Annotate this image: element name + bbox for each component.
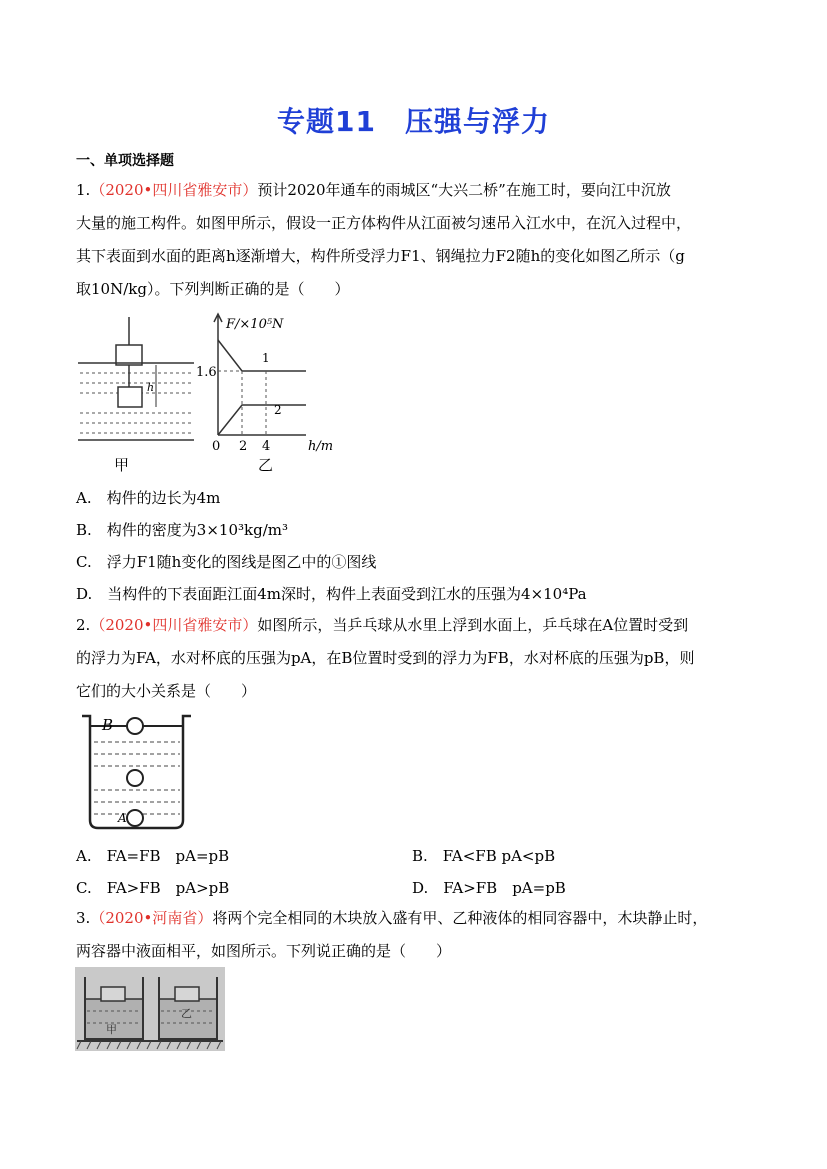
q2-figure-cup [80,712,195,832]
q1-source: （2020•四川省雅安市） [90,181,258,199]
q1-figure-jia [76,315,196,475]
q1-fig-yi-c1: 1 [262,351,270,365]
svg-text:h: h [147,381,155,394]
q1-option-d[interactable]: D. 当构件的下表面距江面4m深时，构件上表面受到江水的压强为4×10⁴Pa [76,585,587,603]
q2-ball-b [127,718,143,734]
q1-fig-yi-yaxis: F/×10⁵N [226,317,284,332]
q1-line1 [76,180,671,200]
q1-fig-yi-y1: 1.6 [196,365,217,380]
q3-line1 [76,908,707,928]
q2-option-c[interactable]: C. FA>FB pA>pB [76,879,230,897]
q2-option-b[interactable]: B. FA<FB pA<pB [412,847,556,865]
q1-curve-2 [218,405,306,435]
q3-figure-containers [75,967,225,1051]
q1-fig-yi-label: 乙 [258,456,274,474]
q2-option-a[interactable]: A. FA=FB pA=pB [76,847,230,865]
q1-option-b[interactable]: B. 构件的密度为3×10³kg/m³ [76,521,288,539]
q2-text-1: 如图所示，当乒乓球从水里上浮到水面上，乒乓球在A位置时受到 [257,616,689,634]
q3-label-yi: 乙 [181,1007,192,1020]
q1-line4: 取10N/kg）。下列判断正确的是（ ） [76,280,350,298]
q2-label-a: A [118,811,127,825]
q3-label-jia: 甲 [106,1023,117,1036]
q1-fig-yi-x2: 2 [239,439,248,454]
q1-option-c[interactable]: C. 浮力F1随h变化的图线是图乙中的①图线 [76,553,377,571]
q1-text-1: 预计2020年通车的雨城区“大兴二桥”在施工时，要向江中沉放 [257,181,671,199]
q1-fig-yi-c2: 2 [274,403,282,417]
q3-text-1: 将两个完全相同的木块放入盛有甲、乙种液体的相同容器中，木块静止时， [212,909,708,927]
q2-line1 [76,615,688,635]
q3-number: 3. [76,909,91,927]
q3-line2: 两容器中液面相平，如图所示。下列说正确的是（ ） [76,942,452,960]
q2-number: 2. [76,616,91,634]
page-title: 专题11 压强与浮力 [277,105,550,138]
q3-source: （2020•河南省） [90,909,213,927]
q1-fig-yi-xaxis: h/m [308,439,334,454]
q2-option-d[interactable]: D. FA>FB pA=pB [412,879,566,897]
q2-ball-mid [127,770,143,786]
q1-figure-yi [196,310,356,475]
q2-line3: 它们的大小关系是（ ） [76,682,257,700]
q1-number: 1. [76,181,91,199]
q2-label-b: B [102,716,114,734]
q2-source: （2020•四川省雅安市） [90,616,258,634]
q1-option-a[interactable]: A. 构件的边长为4m [76,489,221,507]
section-heading: 一、单项选择题 [76,153,174,169]
q2-ball-a [127,810,143,826]
q2-line2: 的浮力为FA，水对杯底的压强为pA，在B位置时受到的浮力为FB，水对杯底的压强为pB，则 [76,649,695,667]
q1-line3: 其下表面到水面的距离h逐渐增大，构件所受浮力F1、钢绳拉力F2随h的变化如图乙所示（g [76,247,685,265]
q1-fig-yi-x0: 0 [212,439,221,454]
q1-line2: 大量的施工构件。如图甲所示，假设一正方体构件从江面被匀速吊入江水中，在沉入过程中， [76,214,692,232]
q1-fig-jia-label: 甲 [114,456,130,474]
q1-fig-yi-x4: 4 [262,439,271,454]
